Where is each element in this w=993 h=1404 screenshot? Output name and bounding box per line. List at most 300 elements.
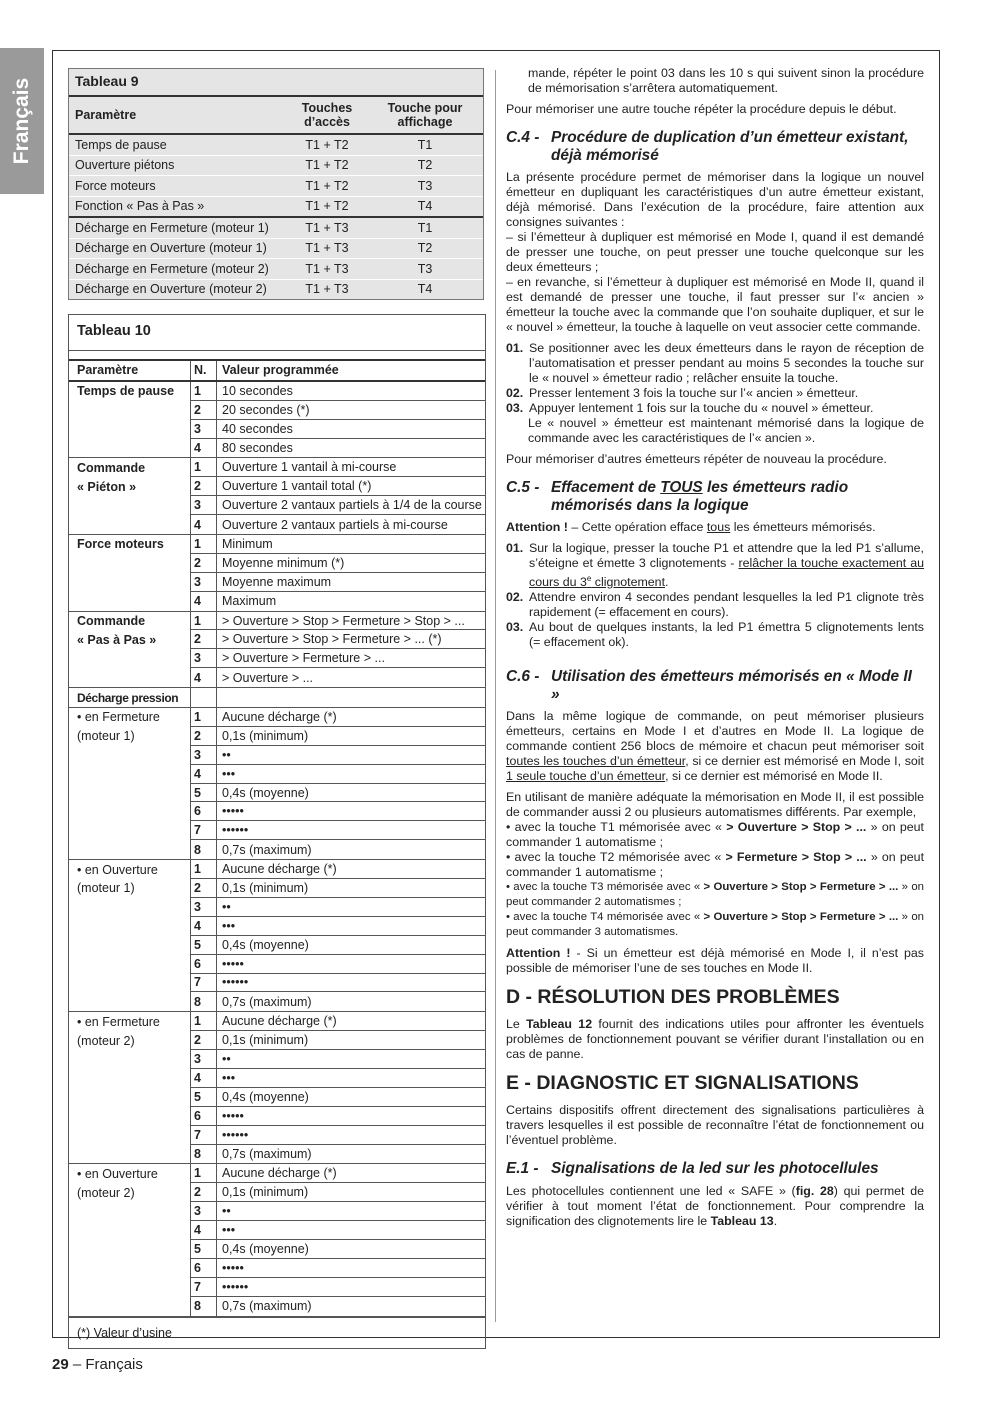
table-row xyxy=(69,1088,485,1107)
table-cell: 0,1s (minimum) xyxy=(217,1183,485,1202)
table-row xyxy=(69,917,485,936)
table-cell: T1 xyxy=(417,220,433,235)
table-cell: 4 xyxy=(191,765,217,784)
table-cell: ••• xyxy=(217,1069,485,1088)
table-cell: 0,7s (maximum) xyxy=(222,1299,312,1314)
column-divider xyxy=(495,70,496,1322)
table-cell: Ouverture 1 vantail total (*) xyxy=(217,477,485,496)
tableau-9 xyxy=(68,68,484,300)
table-cell: 0,7s (maximum) xyxy=(222,1146,312,1161)
table-cell: T1 + T2 xyxy=(305,158,349,173)
section-title: Utilisation des émetteurs mémorisés en « Mode II » xyxy=(551,668,912,703)
table-cell: T1 xyxy=(417,137,433,152)
table-cell: •• xyxy=(217,1050,485,1069)
tableau-10-body xyxy=(69,382,485,1317)
table-row xyxy=(69,746,485,765)
table-cell: T3 xyxy=(417,261,433,276)
table-cell: •••••• xyxy=(217,1126,485,1145)
table-cell xyxy=(69,1240,191,1259)
table-cell: 0,4s (moyenne) xyxy=(217,1240,485,1259)
table-cell: Fonction « Pas à Pas » xyxy=(75,199,205,214)
table-cell xyxy=(69,1297,191,1316)
table-row xyxy=(69,688,485,708)
table-cell: Ouverture 2 vantaux partiels à 1/4 de la course xyxy=(217,496,485,515)
table-cell: 4 xyxy=(191,439,217,458)
table-cell xyxy=(69,1202,191,1221)
table-row xyxy=(69,439,485,459)
table-cell xyxy=(69,1259,191,1278)
table-cell xyxy=(69,573,191,592)
table-cell xyxy=(69,936,191,955)
table-cell: Temps de pause xyxy=(75,137,167,152)
table-row xyxy=(69,612,485,631)
table-row xyxy=(69,1031,485,1050)
table-cell: •••••• xyxy=(217,821,485,840)
table-cell: > Ouverture > Fermeture > ... xyxy=(217,649,485,668)
table-cell: 3 xyxy=(191,420,217,439)
table-row xyxy=(69,496,485,515)
table-cell: 1 xyxy=(191,458,217,477)
table-cell: 4 xyxy=(191,668,217,687)
table-cell xyxy=(69,974,191,993)
table-cell: 2 xyxy=(191,1031,217,1050)
section-number: C.5 - xyxy=(506,479,540,496)
step-number: 02. xyxy=(506,590,524,605)
table-cell xyxy=(69,898,191,917)
table-cell xyxy=(69,784,191,803)
table-cell: 7 xyxy=(191,974,217,993)
section-e-heading: E - DIAGNOSTIC ET SIGNALISATIONS xyxy=(506,1072,859,1095)
table-cell: 2 xyxy=(191,401,217,420)
table-row xyxy=(69,477,485,496)
table-row xyxy=(69,821,485,840)
table-row xyxy=(69,382,485,401)
table-row xyxy=(69,840,485,860)
table-cell: 3 xyxy=(191,1202,217,1221)
table-cell xyxy=(69,1145,191,1164)
table-row xyxy=(69,1221,485,1240)
table-cell: 6 xyxy=(191,1107,217,1126)
table-row xyxy=(69,259,483,280)
table-row xyxy=(69,535,485,554)
table-row xyxy=(69,1050,485,1069)
table-row xyxy=(69,936,485,955)
table-cell: 1 xyxy=(191,1164,217,1183)
table-row xyxy=(69,974,485,993)
table-cell: 40 secondes xyxy=(217,420,485,439)
table-cell xyxy=(69,515,191,534)
table-cell xyxy=(69,1050,191,1069)
table-cell: 20 secondes (*) xyxy=(217,401,485,420)
table-cell: ••• xyxy=(217,1221,485,1240)
table-cell: Décharge en Ouverture (moteur 1) xyxy=(75,241,267,256)
right-column xyxy=(506,66,924,1235)
table-cell xyxy=(69,496,191,515)
bullet-item: • avec la touche T3 mémorisée avec « > Ouverture > Stop > Fermeture > ... » on peut commander 2 automatismes ; xyxy=(506,881,924,909)
paragraph: En utilisant de manière adéquate la mémorisation en Mode II, il est possible de commander aussi 2 ou plusieurs automatismes différents. Par exemple, xyxy=(506,790,924,820)
table-cell: ••• xyxy=(217,917,485,936)
table-cell: 4 xyxy=(191,1069,217,1088)
table-cell: Aucune décharge (*) xyxy=(217,708,485,727)
table-cell: « Pas à Pas » xyxy=(69,630,191,649)
table-row xyxy=(69,156,483,177)
table-cell: 0,7s (maximum) xyxy=(222,994,312,1009)
section-title: Procédure de duplication d’un émetteur existant, déjà mémorisé xyxy=(551,129,909,164)
paragraph: Pour mémoriser d’autres émetteurs répéter de nouveau la procédure. xyxy=(506,452,887,466)
table-cell: •••••• xyxy=(217,974,485,993)
table-cell: Commande xyxy=(69,458,191,477)
table-cell: Maximum xyxy=(222,594,277,609)
bullet-item: • avec la touche T4 mémorisée avec « > Ouverture > Stop > Fermeture > ... » on peut commander 3 automatismes. xyxy=(506,911,924,939)
list-item xyxy=(506,341,924,386)
table-cell: 80 secondes xyxy=(222,441,293,455)
tableau-10-header xyxy=(69,361,485,382)
table-row xyxy=(69,573,485,592)
table-cell xyxy=(69,821,191,840)
table-cell: T4 xyxy=(417,199,433,214)
bullet-item: • avec la touche T2 mémorisée avec « > Fermeture > Stop > ... » on peut commander 1 automatisme ; xyxy=(506,850,925,880)
table-cell: Moyenne maximum xyxy=(217,573,485,592)
table-row xyxy=(69,197,483,219)
table-row xyxy=(69,1164,485,1183)
table-cell: 4 xyxy=(191,917,217,936)
table-cell: 5 xyxy=(191,784,217,803)
attention-note: Attention ! – Cette opération efface tous les émetteurs mémorisés. xyxy=(506,520,876,534)
table-row xyxy=(69,1126,485,1145)
table-cell xyxy=(69,917,191,936)
table-cell: Force moteurs xyxy=(69,535,191,554)
step-number: 03. xyxy=(506,620,524,635)
table-cell xyxy=(69,1221,191,1240)
section-e1-heading xyxy=(506,1160,924,1178)
section-number: E.1 - xyxy=(506,1160,539,1178)
table-cell xyxy=(69,420,191,439)
tableau-9-header-param: Paramètre xyxy=(75,108,137,122)
table-cell: 1 xyxy=(191,860,217,879)
list-item xyxy=(506,620,924,650)
table-cell: 0,1s (minimum) xyxy=(217,727,485,746)
table-cell: • en Fermeture xyxy=(69,1012,191,1031)
table-cell xyxy=(191,688,217,707)
section-c5-heading xyxy=(506,479,924,514)
table-row xyxy=(69,1240,485,1259)
footer-language: Français xyxy=(85,1356,143,1373)
table-cell: • en Fermeture xyxy=(69,708,191,727)
section-number: C.4 - xyxy=(506,129,540,146)
table-cell: • en Ouverture xyxy=(69,860,191,879)
table-row xyxy=(69,1202,485,1221)
tableau-10-header-n: N. xyxy=(191,361,217,380)
table-cell: T3 xyxy=(417,178,433,193)
table-cell: 2 xyxy=(191,630,217,649)
table-row xyxy=(69,898,485,917)
table-cell: 3 xyxy=(191,898,217,917)
table-cell: 1 xyxy=(191,535,217,554)
language-side-tab-label: Français xyxy=(10,77,33,165)
table-cell: 0,7s (maximum) xyxy=(222,842,312,857)
paragraph: – en revanche, si l’émetteur à dupliquer est mémorisé en Mode II, quand il est demandé de presser une touche, il faut presser sur l’« ancien » émetteur la touche avec la commande que l’on souhaite dupliquer, et sur le « nouvel » émetteur, la touche à laquelle on veut associer cette commande. xyxy=(506,275,924,334)
table-row xyxy=(69,458,485,477)
table-row xyxy=(69,802,485,821)
table-cell: 5 xyxy=(191,1240,217,1259)
table-cell xyxy=(69,746,191,765)
table-cell xyxy=(69,439,191,458)
table-cell: 4 xyxy=(191,1221,217,1240)
table-row xyxy=(69,1278,485,1297)
table-cell xyxy=(69,554,191,573)
table-cell: T1 + T3 xyxy=(305,241,349,256)
table-cell: Ouverture 1 vantail à mi-course xyxy=(217,458,485,477)
table-cell: 8 xyxy=(191,840,217,859)
table-cell: T1 + T2 xyxy=(305,178,349,193)
table-cell: 0,4s (moyenne) xyxy=(217,936,485,955)
table-cell xyxy=(217,688,485,707)
table-cell: 0,1s (minimum) xyxy=(217,1031,485,1050)
table-cell: 2 xyxy=(191,477,217,496)
page-footer xyxy=(52,1356,143,1373)
table-cell: Commande xyxy=(69,612,191,631)
tableau-9-header-keys: Touches d’accès xyxy=(301,101,353,129)
table-row xyxy=(69,1069,485,1088)
table-cell: 1 xyxy=(191,382,217,401)
table-cell: Décharge en Ouverture (moteur 2) xyxy=(75,282,267,297)
table-cell: Aucune décharge (*) xyxy=(217,1012,485,1031)
step-text: Au bout de quelques instants, la led P1 émettra 5 clignotements lents (= effacement ok). xyxy=(529,620,924,650)
table-cell: 6 xyxy=(191,802,217,821)
paragraph: Le Tableau 12 fournit des indications utiles pour affronter les éventuels problèmes de fonctionnement pouvant se vérifier durant l’installation ou en cas de panne. xyxy=(506,1017,924,1062)
table-cell: 6 xyxy=(191,1259,217,1278)
step-number: 01. xyxy=(506,541,524,555)
step-number: 02. xyxy=(506,386,524,400)
table-cell xyxy=(69,840,191,859)
step-text: Appuyer lentement 1 fois sur la touche du « nouvel » émetteur. xyxy=(529,401,874,415)
step-text: Attendre environ 4 secondes pendant lesquelles la led P1 clignote très rapidement (= effacement en cours). xyxy=(529,590,924,620)
table-cell: 3 xyxy=(191,649,217,668)
table-cell xyxy=(69,592,191,611)
table-cell: 7 xyxy=(191,1126,217,1145)
table-cell xyxy=(69,649,191,668)
table-cell: •••••• xyxy=(217,1278,485,1297)
list-item xyxy=(506,401,924,416)
table-row xyxy=(69,420,485,439)
table-cell: Décharge en Fermeture (moteur 2) xyxy=(75,261,269,276)
table-row xyxy=(69,1012,485,1031)
paragraph: Pour mémoriser une autre touche répéter la procédure depuis le début. xyxy=(506,102,897,116)
table-cell: T1 + T3 xyxy=(305,220,349,235)
table-cell: ••••• xyxy=(217,802,485,821)
table-cell: (moteur 2) xyxy=(69,1031,191,1050)
tableau-10-spacer xyxy=(69,351,485,361)
table-row xyxy=(69,515,485,535)
table-cell xyxy=(69,1088,191,1107)
table-cell xyxy=(69,668,191,687)
table-cell: (moteur 1) xyxy=(69,727,191,746)
tableau-10-title: Tableau 10 xyxy=(69,315,485,351)
section-title: Effacement de TOUS les émetteurs radio mémorisés dans la logique xyxy=(551,479,849,514)
table-row xyxy=(69,1183,485,1202)
table-row xyxy=(69,649,485,668)
table-cell: 8 xyxy=(191,1297,217,1316)
table-cell: 1 xyxy=(191,612,217,631)
section-d-heading: D - RÉSOLUTION DES PROBLÈMES xyxy=(506,986,840,1009)
table-cell: •• xyxy=(217,746,485,765)
table-cell: T4 xyxy=(417,282,433,297)
table-row xyxy=(69,765,485,784)
table-cell: 6 xyxy=(191,955,217,974)
table-cell: 3 xyxy=(191,496,217,515)
section-title: Signalisations de la led sur les photocellules xyxy=(551,1160,879,1178)
table-cell: T2 xyxy=(417,158,433,173)
language-side-tab xyxy=(0,48,44,194)
bullet-item: • avec la touche T1 mémorisée avec « > Ouverture > Stop > ... » on peut commander 1 automatisme ; xyxy=(506,820,925,850)
table-cell xyxy=(69,955,191,974)
table-cell: Temps de pause xyxy=(69,382,191,401)
table-cell: 0,4s (moyenne) xyxy=(217,784,485,803)
table-row xyxy=(69,668,485,688)
table-cell: 2 xyxy=(191,727,217,746)
table-cell xyxy=(69,802,191,821)
table-cell: 2 xyxy=(191,1183,217,1202)
paragraph: Dans la même logique de commande, on peut mémoriser plusieurs émetteurs, certains en Mode I et d’autres en Mode II. La logique de commande contient 256 blocs de mémoire et chacun peut mémoriser soit toutes les touches d’un émetteur, si ce dernier est mémorisé en Mode I, soit 1 seule touche d’un émetteur, si ce dernier est mémorisé en Mode II. xyxy=(506,709,924,784)
table-cell: ••••• xyxy=(217,1259,485,1278)
table-row xyxy=(69,879,485,898)
table-cell: ••••• xyxy=(217,1107,485,1126)
table-cell: 7 xyxy=(191,821,217,840)
tableau-9-title: Tableau 9 xyxy=(75,73,139,89)
table-cell: •• xyxy=(217,1202,485,1221)
table-row xyxy=(69,401,485,420)
table-row xyxy=(69,784,485,803)
table-row xyxy=(69,554,485,573)
table-cell: ••••• xyxy=(217,955,485,974)
tableau-10-header-value: Valeur programmée xyxy=(222,363,339,378)
table-cell: (moteur 1) xyxy=(69,879,191,898)
table-cell: 3 xyxy=(191,1050,217,1069)
table-row xyxy=(69,955,485,974)
paragraph: Les photocellules contiennent une led « SAFE » (fig. 28) qui permet de vérifier à tout moment l’état de fonctionnement. Pour comprendre la signification des clignotements lire le Tableau 13. xyxy=(506,1183,924,1228)
table-cell: 8 xyxy=(191,1145,217,1164)
table-cell: 7 xyxy=(191,1278,217,1297)
table-cell xyxy=(69,1069,191,1088)
table-cell: 2 xyxy=(191,879,217,898)
table-row xyxy=(69,1297,485,1317)
table-cell: 8 xyxy=(191,992,217,1011)
table-cell: Minimum xyxy=(217,535,485,554)
table-cell: Moyenne minimum (*) xyxy=(217,554,485,573)
table-cell: 3 xyxy=(191,573,217,592)
table-cell: 3 xyxy=(191,746,217,765)
table-cell: 0,4s (moyenne) xyxy=(217,1088,485,1107)
table-row xyxy=(69,1107,485,1126)
table-cell: 0,1s (minimum) xyxy=(217,879,485,898)
table-cell: 4 xyxy=(191,592,217,611)
table-cell: 1 xyxy=(191,708,217,727)
table-row xyxy=(69,860,485,879)
tableau-9-header xyxy=(69,95,483,135)
section-number: C.6 - xyxy=(506,668,540,686)
table-cell: T1 + T3 xyxy=(305,261,349,276)
table-cell: Ouverture piétons xyxy=(75,158,175,173)
table-cell: T1 + T2 xyxy=(305,199,349,214)
table-cell: •• xyxy=(217,898,485,917)
step-continuation: Le « nouvel » émetteur est maintenant mémorisé dans la logique de commande avec les caractéristiques de l’« ancien ». xyxy=(528,416,924,445)
tableau-10 xyxy=(68,314,486,1349)
table-row xyxy=(69,1259,485,1278)
tableau-9-body xyxy=(69,135,483,299)
table-cell: ••• xyxy=(217,765,485,784)
table-row xyxy=(69,992,485,1012)
table-cell: Aucune décharge (*) xyxy=(217,860,485,879)
table-cell xyxy=(69,1126,191,1145)
table-cell: T1 + T3 xyxy=(305,282,349,297)
paragraph: – si l’émetteur à dupliquer est mémorisé en Mode I, quand il est demandé de presser une touche, on peut presser une touche quelconque sur les deux émetteurs ; xyxy=(506,230,924,274)
table-row xyxy=(69,280,483,300)
paragraph: La présente procédure permet de mémoriser dans la logique un nouvel émetteur en dupliquant les caractéristiques d’un autre émetteur existant, déjà mémorisé. Dans l’exécution de la procédure, faire attention aux consignes suivantes : xyxy=(506,170,924,229)
page-number: 29 xyxy=(52,1356,69,1373)
table-cell: > Ouverture > ... xyxy=(222,670,314,685)
section-c6-heading xyxy=(506,668,924,703)
section-c4-heading xyxy=(506,129,924,164)
table-row xyxy=(69,630,485,649)
table-cell: 5 xyxy=(191,936,217,955)
step-text: Presser lentement 3 fois la touche sur l’« ancien » émetteur. xyxy=(529,386,859,400)
table-row xyxy=(69,592,485,612)
tableau-9-header-display: Touche pour affichage xyxy=(387,101,463,129)
table-cell: 10 secondes xyxy=(217,382,485,401)
list-item xyxy=(506,590,924,620)
footer-separator: – xyxy=(68,1356,86,1373)
table-cell: T1 + T2 xyxy=(305,137,349,152)
table-row xyxy=(69,135,483,156)
table-cell: T2 xyxy=(417,241,433,256)
table-cell: 4 xyxy=(191,515,217,534)
table-row xyxy=(69,708,485,727)
attention-note: Attention ! - Si un émetteur est déjà mémorisé en Mode I, il n’est pas possible de mémoriser l’une de ses touches en Mode II. xyxy=(506,946,924,976)
table-cell: Décharge en Fermeture (moteur 1) xyxy=(75,220,269,235)
table-row xyxy=(69,239,483,260)
continued-text: mande, répéter le point 03 dans les 10 s qui suivent sinon la procédure de mémorisation s’arrêtera automatiquement. xyxy=(528,66,924,95)
step-number: 03. xyxy=(506,401,524,415)
table-cell: Ouverture 2 vantaux partiels à mi-course xyxy=(222,517,448,532)
table-row xyxy=(69,176,483,197)
table-cell: • en Ouverture xyxy=(69,1164,191,1183)
table-cell: Décharge pression xyxy=(69,688,191,707)
table-cell xyxy=(69,401,191,420)
paragraph: Certains dispositifs offrent directement des signalisations particulières à travers lesquelles il est possible de reconnaître l’état de fonctionnement ou l’éventuel problème. xyxy=(506,1103,924,1148)
table-cell xyxy=(69,992,191,1011)
list-item xyxy=(506,386,924,401)
table-row xyxy=(69,218,483,239)
table-cell: Aucune décharge (*) xyxy=(217,1164,485,1183)
list-item xyxy=(506,541,924,590)
table-cell: 1 xyxy=(191,1012,217,1031)
table-cell: > Ouverture > Stop > Fermeture > ... (*) xyxy=(217,630,485,649)
table-cell xyxy=(69,1107,191,1126)
table-cell: Force moteurs xyxy=(75,178,156,193)
table-row xyxy=(69,727,485,746)
table-cell: « Piéton » xyxy=(69,477,191,496)
step-number: 01. xyxy=(506,341,524,355)
table-row xyxy=(69,1145,485,1165)
table-cell: 2 xyxy=(191,554,217,573)
step-text: Sur la logique, presser la touche P1 et attendre que la led P1 s’allume, s’éteigne et émette 3 clignotements - relâcher la touche exactement au cours du 3e clignotement. xyxy=(529,541,925,590)
tableau-10-header-param: Paramètre xyxy=(69,361,191,380)
table-cell xyxy=(69,1278,191,1297)
tableau-10-footnote: (*) Valeur d’usine xyxy=(69,1317,485,1348)
table-cell: > Ouverture > Stop > Fermeture > Stop > ... xyxy=(217,612,485,631)
table-cell: 5 xyxy=(191,1088,217,1107)
table-cell: (moteur 2) xyxy=(69,1183,191,1202)
